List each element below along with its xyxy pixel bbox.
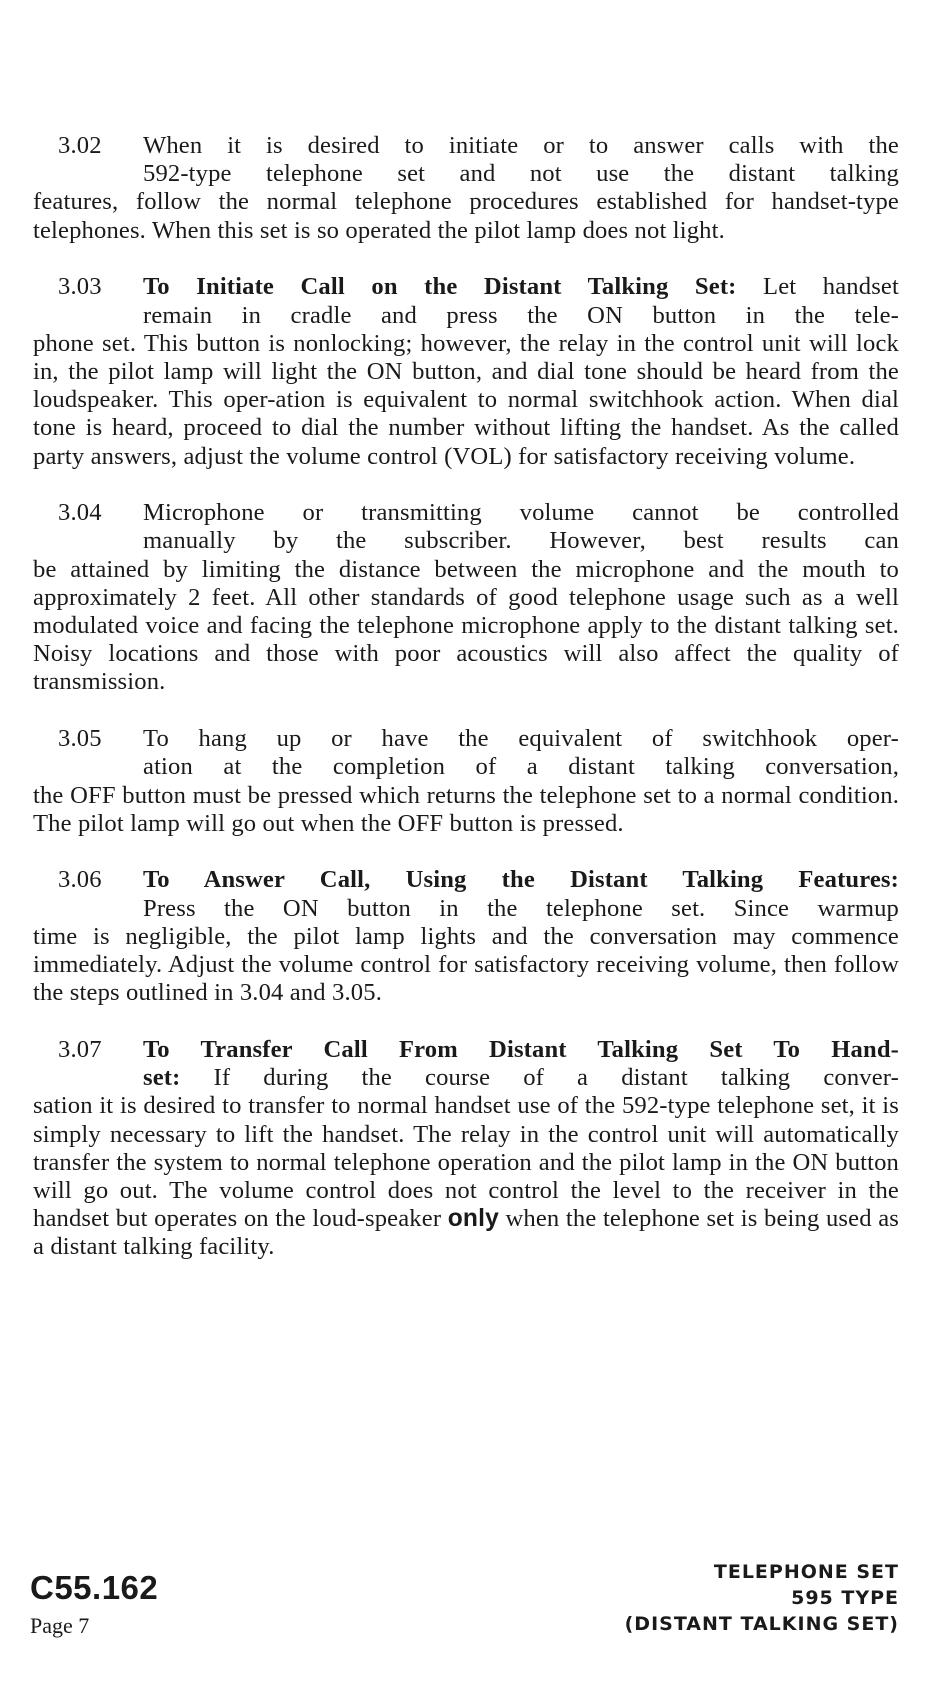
paragraph-second-line: manually by the subscriber. However, best results can [143, 527, 899, 555]
paragraph-heading: To Initiate Call on the Distant Talking Set: [143, 273, 737, 301]
paragraph-number: 3.04 [58, 499, 102, 527]
paragraph-first-line [33, 725, 899, 753]
paragraph-first-line [33, 499, 899, 527]
paragraph-second-line: 592-type telephone set and not use the distant talking [143, 160, 899, 188]
paragraph-heading: To Transfer Call From Distant Talking Set To Hand- [143, 1035, 899, 1063]
footer-title-line-3: (DISTANT TALKING SET) [624, 1613, 899, 1635]
paragraph-line-text: If during the course of a distant talking conver- [213, 1064, 899, 1092]
paragraph-line-text: Microphone or transmitting volume cannot be controlled [143, 499, 899, 527]
paragraph-second-line: remain in cradle and press the ON button in the tele- [143, 301, 899, 329]
paragraph-line-text: When it is desired to initiate or to answer calls with the [143, 132, 899, 159]
paragraph-number: 3.07 [58, 1035, 102, 1063]
footer-title-line-2: 595 TYPE [791, 1587, 899, 1609]
paragraph-text [33, 1092, 899, 1261]
paragraph-text: phone set. This button is nonlocking; however, the relay in the control unit will lock in, the pilot lamp will light the ON button, and dial tone should be heard from the loudspeaker. This oper-ation is equivalent to normal switchhook action. When dial tone is heard, proceed to dial the number without lifting the handset. As the called party answers, adjust the volume control (VOL) for satisfactory receiving volume. [33, 329, 899, 470]
paragraph-first-line [33, 866, 899, 894]
page-number: Page 7 [30, 1613, 90, 1638]
paragraph-text: the OFF button must be pressed which returns the telephone set to a normal condition. The pilot lamp will go out when the OFF button is pressed. [33, 781, 899, 837]
paragraph-second-line: Press the ON button in the telephone set. Since warmup [143, 894, 899, 922]
paragraph-3-06 [33, 866, 899, 1007]
document-body [33, 132, 899, 1290]
paragraph-3-04 [33, 499, 899, 696]
paragraph-3-05 [33, 725, 899, 838]
paragraph-number: 3.03 [58, 273, 102, 301]
paragraph-second-line: ation at the completion of a distant talking conversation, [143, 753, 899, 781]
paragraph-heading: To Answer Call, Using the Distant Talking Features: [143, 866, 899, 894]
paragraph-heading-continued: set: [143, 1064, 181, 1092]
paragraph-3-02 [33, 132, 899, 245]
document-code: C55.162 [30, 1569, 159, 1606]
paragraph-number: 3.05 [58, 725, 102, 753]
paragraph-text: time is negligible, the pilot lamp lights and the conversation may commence immediately. Adjust the volume control for satisfactory receiving volume, then follow the steps outlined in 3.04 and 3.05. [33, 922, 899, 1007]
paragraph-number: 3.02 [58, 132, 102, 159]
paragraph-first-line [33, 132, 899, 160]
footer-title-line-1: TELEPHONE SET [713, 1561, 899, 1583]
paragraph-text: features, follow the normal telephone procedures established for handset-type telephones. When this set is so operated the pilot lamp does not light. [33, 188, 899, 244]
footer-left [30, 1570, 158, 1640]
paragraph-text-part: when the telephone set is being used as a distant talking facility. [33, 1205, 899, 1261]
paragraph-first-line [33, 1036, 899, 1064]
paragraph-line-text: To hang up or have the equivalent of switchhook oper- [143, 725, 899, 753]
paragraph-3-07 [33, 1036, 899, 1262]
paragraph-first-line [33, 273, 899, 301]
paragraph-text-part: sation it is desired to transfer to normal handset use of the 592-type telephone set, it is simply necessary to lift the handset. The relay in the control unit will automatically transfer the system to normal telephone operation and the pilot lamp in the ON button will go out. The volume control does not control the level to the receiver in the handset but operates on the loud-speaker [33, 1092, 899, 1233]
footer-right [625, 1559, 899, 1637]
paragraph-3-03 [33, 273, 899, 470]
paragraph-text: be attained by limiting the distance between the microphone and the mouth to approximately 2 feet. All other standards of good telephone usage such as a well modulated voice and facing the telephone microphone apply to the distant talking set. Noisy locations and those with poor acoustics will also affect the quality of transmission. [33, 555, 899, 696]
paragraph-number: 3.06 [58, 866, 102, 894]
paragraph-line-text: Let handset [763, 273, 899, 301]
paragraph-second-line [33, 1064, 899, 1092]
emphasis-word: only [447, 1205, 499, 1233]
